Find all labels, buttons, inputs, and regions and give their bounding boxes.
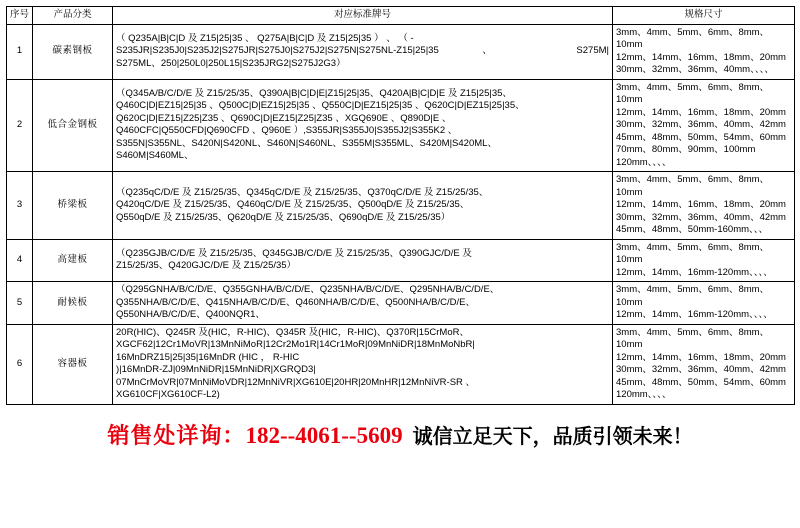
row-grades — [113, 79, 613, 172]
contact-footer — [6, 419, 794, 450]
size-line: 30mm、32mm、36mm、40mm、42mm — [616, 119, 786, 130]
grade-line: 07MnCrMoVR|07MnNiMoVDR|12MnNiVR|XG610E|20HR|20MnHR|12MnNiVR-SR 、 — [116, 376, 476, 388]
grade-line: （ Q235A|B|C|D 及 Z15|25|35 、 Q275A|B|C|D 及 Z15|25|35 ） 、 （ - — [116, 32, 414, 44]
size-line: 120mm、、、、 — [616, 156, 672, 168]
size-line: 12mm、14mm、16mm、18mm、20mm — [616, 51, 786, 63]
sales-contact-label: 销售处详询： — [107, 422, 246, 448]
grade-line: XG610CF|XG610CF-L2) — [116, 389, 220, 400]
row-category: 低合金钢板 — [33, 79, 113, 172]
grade-line: Q550qD/E 及 Z15/25/35、Q620qD/E 及 Z15/25/35、Q690qD/E 及 Z15/25/35） — [116, 211, 451, 223]
size-line: 3mm、4mm、5mm、6mm、8mm、10mm — [616, 241, 770, 265]
sales-phone-number: 182--4061--5609 — [245, 422, 403, 448]
size-line: 12mm、14mm、16mm、18mm、20mm — [616, 351, 786, 363]
row-grades — [113, 24, 613, 79]
row-index: 2 — [7, 79, 33, 172]
grade-line: S460M|S460ML、 — [116, 150, 194, 162]
table-row — [7, 282, 795, 325]
row-category: 耐候板 — [33, 282, 113, 325]
table-row — [7, 79, 795, 172]
grade-line: （Q345A/B/C/D/E 及 Z15/25/35、Q390A|B|C|D|E|Z15|25|35、Q420A|B|C|D|E 及 Z15|25|35、 — [116, 87, 512, 99]
grade-line: 20R(HIC)、Q245R 及(HIC，R-HIC)、Q345R 及(HIC，R-HIC)、Q370R|15CrMoR、 — [116, 326, 469, 338]
row-size — [613, 79, 795, 172]
size-line: 12mm、14mm、16mm、18mm、20mm — [616, 106, 786, 118]
row-category: 桥梁板 — [33, 172, 113, 240]
row-index: 4 — [7, 239, 33, 282]
size-line: 120mm、、、、 — [616, 389, 672, 400]
size-line: 12mm、14mm、16mm、18mm、20mm — [616, 199, 786, 210]
row-index: 5 — [7, 282, 33, 325]
row-index: 3 — [7, 172, 33, 240]
size-line: 45mm、48mm、50mm-160mm、、、 — [616, 224, 769, 235]
size-line: 3mm、4mm、5mm、6mm、8mm、10mm — [616, 326, 770, 350]
row-category: 容器板 — [33, 324, 113, 404]
row-grades — [113, 172, 613, 240]
row-size — [613, 172, 795, 240]
row-index: 1 — [7, 24, 33, 79]
size-line: 45mm、48mm、50mm、54mm、60mm — [616, 131, 786, 143]
table-row — [7, 24, 795, 79]
size-line: 3mm、4mm、5mm、6mm、8mm、10mm — [616, 174, 770, 198]
grade-line: Q420qC/D/E 及 Z15/25/35、Q460qC/D/E 及 Z15/25/35、Q500qD/E 及 Z15/25/35、 — [116, 199, 470, 210]
product-spec-table — [6, 6, 795, 405]
row-grades — [113, 282, 613, 325]
grade-line: Q550NHA/B/C/D/E、Q400NQR1、 — [116, 309, 265, 320]
size-line: 12mm、14mm、16mm-120mm、、、、 — [616, 309, 773, 320]
size-line: 70mm、80mm、90mm、100mm — [616, 144, 756, 155]
column-header-category: 产品分类 — [33, 7, 113, 25]
row-grades — [113, 239, 613, 282]
row-category: 高建板 — [33, 239, 113, 282]
row-index: 6 — [7, 324, 33, 404]
grade-line: )|16MnDR-ZJ|09MnNiDR|15MnNiDR|XGRQD3| — [116, 364, 316, 375]
row-size — [613, 282, 795, 325]
column-header-size: 规格尺寸 — [613, 7, 795, 25]
column-header-grades: 对应标准牌号 — [113, 7, 613, 25]
grade-line: Q620C|D|EZ15|Z25|Z35 、Q690C|D|EZ15|Z25|Z35 、XGQ690E 、Q890D|E 、 — [116, 112, 452, 124]
size-line: 30mm、32mm、36mm、40mm、42mm — [616, 364, 786, 375]
grade-line: （Q295GNHA/B/C/D/E、Q355GNHA/B/C/D/E、Q235NHA/B/C/D/E、Q295NHA/B/C/D/E、 — [116, 284, 500, 295]
size-line: 45mm、48mm、50mm、54mm、60mm — [616, 376, 786, 388]
table-row — [7, 239, 795, 282]
table-header-row — [7, 7, 795, 25]
grade-line: Q355NHA/B/C/D/E、Q415NHA/B/C/D/E、Q460NHA/B/C/D/E、Q500NHA/B/C/D/E、 — [116, 296, 475, 308]
grade-line: XGCF62|12Cr1MoVR|13MnNiMoR|12Cr2Mo1R|14Cr1MoR|09MnNiDR|18MnMoNbR| — [116, 339, 475, 350]
row-category: 碳素钢板 — [33, 24, 113, 79]
table-row — [7, 172, 795, 240]
grade-line: 16MnDRZ15|25|35|16MnDR (HIC ， R-HIC — [116, 351, 300, 363]
size-line: 30mm、32mm、36mm、40mm、、、、 — [616, 64, 774, 75]
grade-line: S235JR|S235J0|S235J2|S275JR|S275J0|S275J2|S275N|S275NL-Z15|25|35 、 S275M| — [116, 45, 609, 57]
size-line: 12mm、14mm、16mm-120mm、、、、 — [616, 266, 773, 278]
grade-line: （Q235GJB/C/D/E 及 Z15/25/35、Q345GJB/C/D/E 及 Z15/25/35、Q390GJC/D/E 及 — [116, 247, 472, 259]
column-header-index: 序号 — [7, 7, 33, 25]
grade-line: （Q235qC/D/E 及 Z15/25/35、Q345qC/D/E 及 Z15/25/35、Q370qC/D/E 及 Z15/25/35、 — [116, 186, 489, 198]
table-row — [7, 324, 795, 404]
grade-line: Q460CFC|Q550CFD|Q690CFD 、Q960E ）,S355JR|S355J0|S355J2|S355K2 、 — [116, 125, 458, 137]
company-slogan: 诚信立足天下，品质引领未来！ — [412, 425, 693, 448]
grade-line: Q460C|D|EZ15|25|35 、Q500C|D|EZ15|25|35 、Q550C|D|EZ15|25|35 、Q620C|D|EZ15|25|35、 — [116, 100, 525, 112]
grade-line: S275ML、250|250L0|250L15|S235JRG2|S275J2G3） — [116, 57, 346, 69]
row-grades — [113, 324, 613, 404]
grade-line: S355N|S355NL、S420N|S420NL、S460N|S460NL、S355M|S355ML、S420M|S420ML、 — [116, 137, 497, 149]
row-size — [613, 239, 795, 282]
size-line: 3mm、4mm、5mm、6mm、8mm、10mm — [616, 284, 770, 308]
size-line: 30mm、32mm、36mm、40mm、42mm — [616, 211, 786, 223]
size-line: 3mm、4mm、5mm、6mm、8mm、10mm — [616, 81, 770, 105]
row-size — [613, 24, 795, 79]
row-size — [613, 324, 795, 404]
grade-line: Z15/25/35、Q420GJC/D/E 及 Z15/25/35） — [116, 260, 297, 272]
size-line: 3mm、4mm、5mm、6mm、8mm、10mm — [616, 26, 770, 50]
